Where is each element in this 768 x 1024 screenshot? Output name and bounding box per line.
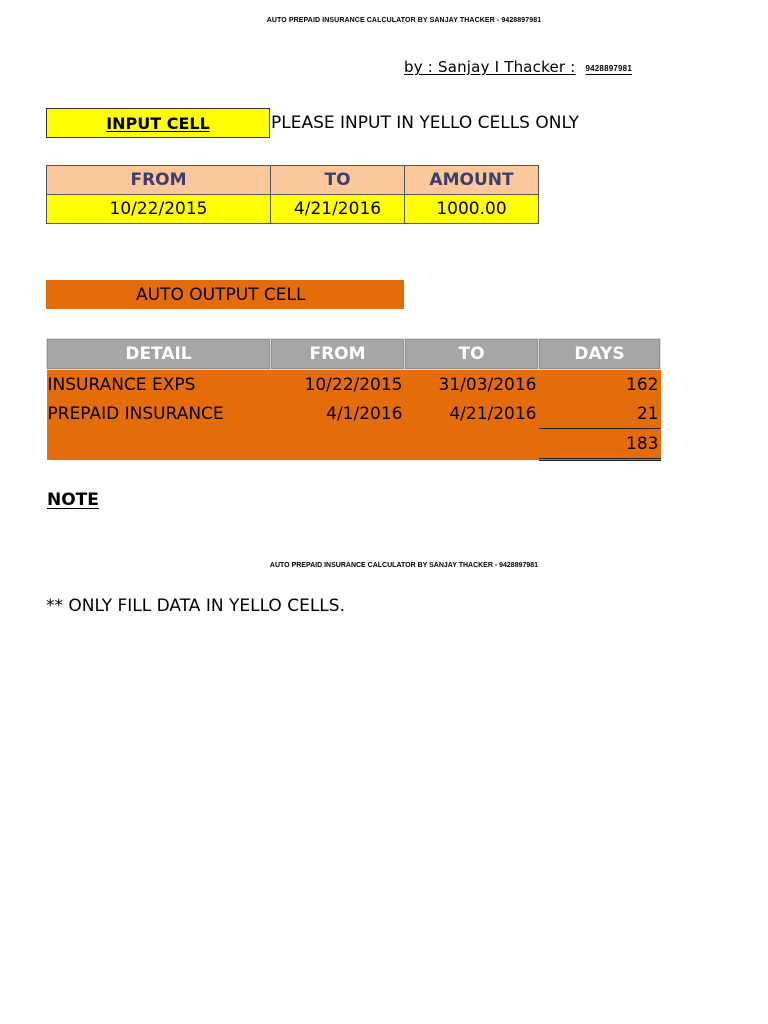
input-to-date[interactable]: 4/21/2016: [271, 195, 405, 224]
prepaid-insurance-from: 4/1/2016: [271, 399, 405, 429]
insurance-exps-from: 10/22/2015: [271, 370, 405, 400]
input-instruction: PLEASE INPUT IN YELLO CELLS ONLY: [271, 113, 580, 133]
total-empty-cell: [405, 429, 539, 460]
output-cell-label: AUTO OUTPUT CELL: [136, 284, 306, 305]
input-cell-label: [46, 108, 270, 138]
input-col-to: TO: [271, 166, 405, 195]
table-row: [47, 370, 661, 400]
input-amount[interactable]: 1000.00: [405, 195, 539, 224]
output-col-detail: DETAIL: [47, 339, 271, 370]
table-row: [47, 399, 661, 429]
input-table-row: [47, 195, 539, 224]
total-empty-cell: [271, 429, 405, 460]
input-table-header-row: [47, 166, 539, 195]
total-empty-cell: [47, 429, 271, 460]
insurance-exps-days: 162: [539, 370, 661, 400]
output-table-header-row: [47, 339, 661, 370]
author-phone: 9428897981: [585, 64, 632, 73]
input-col-from: FROM: [47, 166, 271, 195]
input-col-amount: AMOUNT: [405, 166, 539, 195]
input-cell-label-text: INPUT CELL: [106, 113, 210, 133]
total-days: 183: [539, 429, 661, 460]
note-heading: NOTE: [47, 490, 99, 510]
prepaid-insurance-days: 21: [539, 399, 661, 429]
note-text: ** ONLY FILL DATA IN YELLO CELLS.: [46, 596, 345, 616]
total-row: [47, 429, 661, 460]
output-table: [46, 338, 661, 461]
detail-insurance-exps: INSURANCE EXPS: [47, 370, 271, 400]
output-col-days: DAYS: [539, 339, 661, 370]
note-repeated-title: AUTO PREPAID INSURANCE CALCULATOR BY SANJAY THACKER - 9428897981: [269, 562, 539, 569]
document-header-title: AUTO PREPAID INSURANCE CALCULATOR BY SANJAY THACKER - 9428897981: [266, 17, 542, 24]
output-col-from: FROM: [271, 339, 405, 370]
input-from-date[interactable]: 10/22/2015: [47, 195, 271, 224]
output-col-to: TO: [405, 339, 539, 370]
author-byline: [404, 58, 632, 76]
author-name: by : Sanjay I Thacker :: [404, 58, 576, 76]
insurance-exps-to: 31/03/2016: [405, 370, 539, 400]
prepaid-insurance-to: 4/21/2016: [405, 399, 539, 429]
input-table: [46, 165, 539, 224]
detail-prepaid-insurance: PREPAID INSURANCE: [47, 399, 271, 429]
output-cell-banner: [46, 280, 404, 309]
